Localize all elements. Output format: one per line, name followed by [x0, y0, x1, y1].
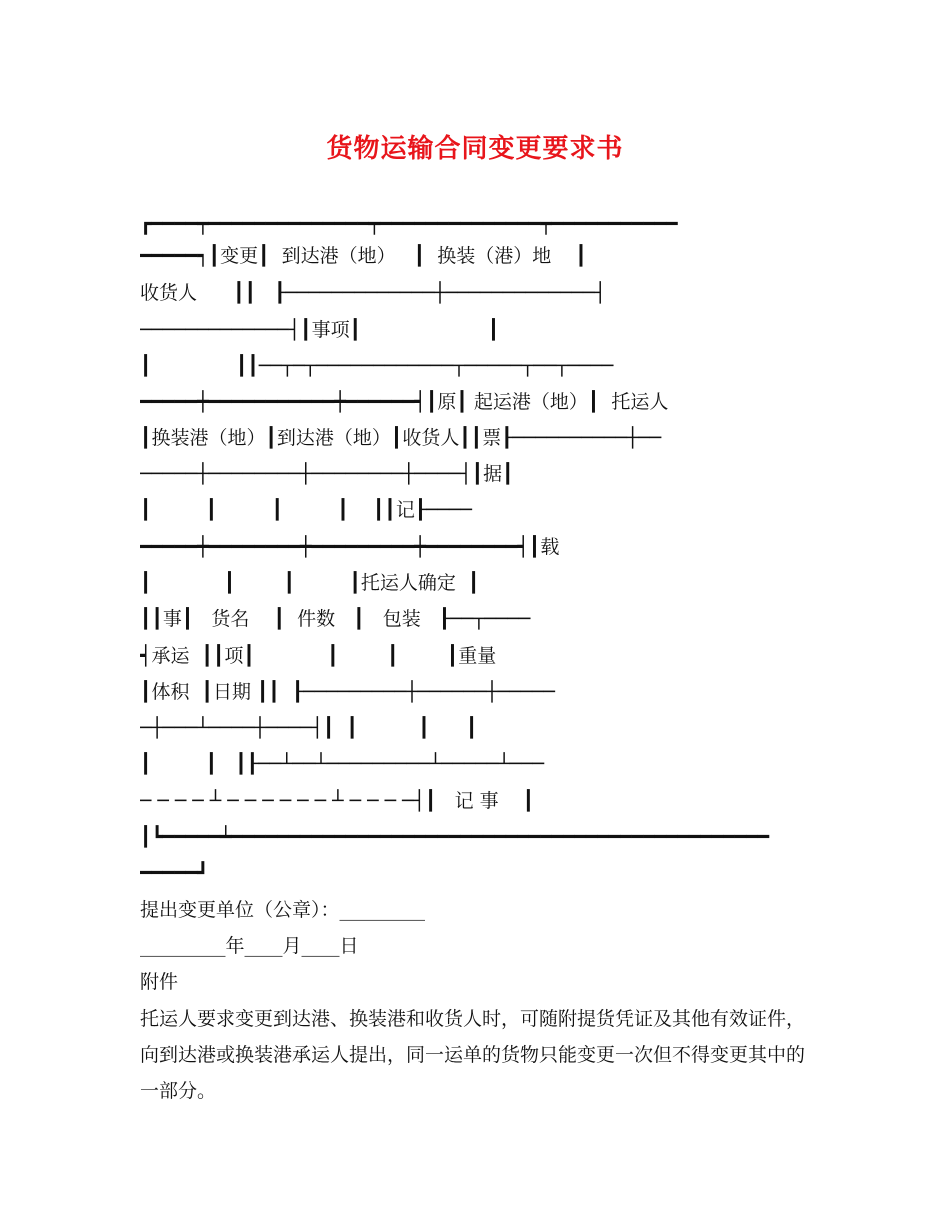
table-line: ─────────────┤┃事项┃ ┃	[140, 319, 500, 341]
table-line: ┃体积 ┃日期 ┃┃ ┠─────────┼──────┼─────	[140, 681, 556, 703]
table-line: ┥承运 ┃┃项┃ ┃ ┃ ┃重量	[140, 645, 497, 667]
table-line: ━━━━━┿━━━━━━━━┿━━━━━━━━━┿━━━━━━━━┥┃载	[140, 536, 560, 558]
table-line: ┃ ┃ ┃┠──┴──┴─────────┴─────┴───	[140, 753, 545, 775]
table-line: ┃换装港（地）┃到达港（地）┃收货人┃┃票┠──────────┼──	[140, 427, 662, 449]
table-line: ┃ ┃ ┃ ┃ ┃┃记┠────	[140, 499, 473, 521]
table-line: ─────┼────────┼────────┼────┤┃据┃	[140, 463, 514, 485]
table-line: ━━━━━┿━━━━━━━━━━━┿━━━━━━┥┃原┃ 起运港（地）┃ 托运人	[140, 391, 669, 413]
table-line: ┃ ┃┃──┬─┬────────────┬─────┬──┬────	[140, 355, 614, 377]
attachment-label: 附件	[140, 971, 179, 993]
table-line: ─ ─ ─ ─ ┴ ─ ─ ─ ─ ─ ─ ┴ ─ ─ ─ ─┤┃ 记 事 ┃	[140, 790, 535, 812]
attachment-text: 托运人要求变更到达港、换装港和收货人时，可随附提货凭证及其他有效证件，向到达港或换装港承运人提出，同一运单的货物只能变更一次但不得变更其中的一部分。	[140, 1008, 806, 1102]
applicant-line: 提出变更单位（公章）：_________	[140, 899, 426, 921]
table-line: ┃┃事┃ 货名 ┃ 件数 ┃ 包装 ┠──┬────	[140, 608, 531, 630]
table-line: 收货人 ┃┃ ┠─────────────┼─────────────┤	[140, 282, 606, 304]
table-line: ┏━━━━┯━━━━━━━━━━━━━━┯━━━━━━━━━━━━━━┯━━━━━━━━━━━	[140, 213, 678, 235]
table-line: ┃ ┃ ┃ ┃托运人确定 ┃	[140, 572, 480, 594]
table-line: ━━━━━┑┃变更┃ 到达港（地） ┃ 换装（港）地 ┃	[140, 245, 587, 267]
date-line: _________年____月____日	[140, 935, 359, 957]
document-title: 货物运输合同变更要求书	[326, 134, 624, 164]
table-line: ─┼───┴────┼────┤┃ ┃ ┃ ┃	[140, 717, 478, 739]
table-line: ┃┗━━━━━┷━━━━━━━━━━━━━━━━━━━━━━━━━━━━━━━━━━━━━━━━━━━━━━━	[140, 826, 770, 848]
table-line: ━━━━━┛	[140, 862, 209, 884]
